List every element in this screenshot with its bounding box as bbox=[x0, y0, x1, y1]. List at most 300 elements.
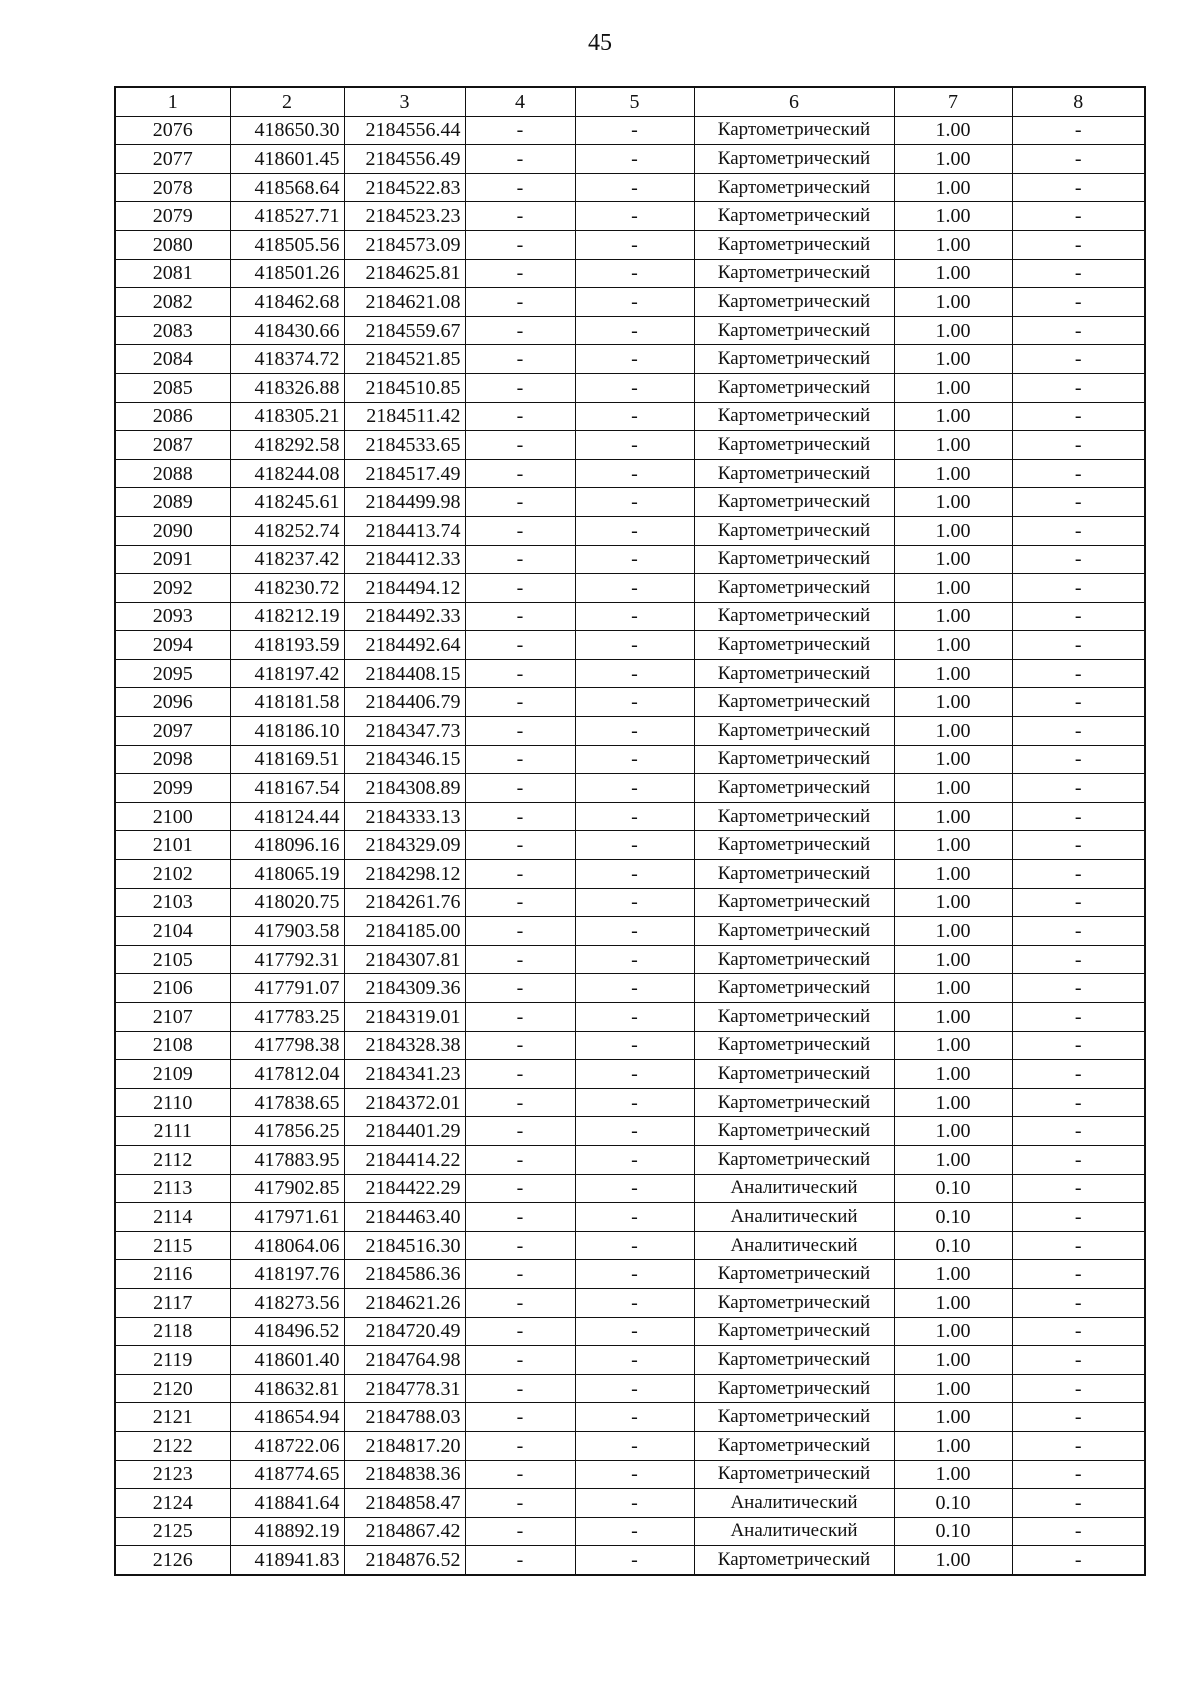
y-coordinate-cell: 2184372.01 bbox=[344, 1088, 465, 1117]
accuracy-cell: 1.00 bbox=[894, 1374, 1012, 1403]
table-row bbox=[115, 1288, 1145, 1317]
y-coordinate-cell: 2184764.98 bbox=[344, 1346, 465, 1375]
method-cell: Картометрический bbox=[694, 888, 894, 917]
column-8-cell: - bbox=[1012, 316, 1145, 345]
column-5-cell: - bbox=[575, 631, 694, 660]
column-4-cell: - bbox=[465, 1260, 575, 1289]
method-cell: Картометрический bbox=[694, 1546, 894, 1575]
method-cell: Картометрический bbox=[694, 631, 894, 660]
accuracy-cell: 0.10 bbox=[894, 1517, 1012, 1546]
point-number-cell: 2102 bbox=[115, 860, 230, 889]
column-8-cell: - bbox=[1012, 1060, 1145, 1089]
table-row bbox=[115, 1260, 1145, 1289]
column-8-cell: - bbox=[1012, 945, 1145, 974]
x-coordinate-cell: 417883.95 bbox=[230, 1145, 344, 1174]
method-cell: Картометрический bbox=[694, 774, 894, 803]
x-coordinate-cell: 418601.45 bbox=[230, 145, 344, 174]
x-coordinate-cell: 418065.19 bbox=[230, 860, 344, 889]
point-number-cell: 2094 bbox=[115, 631, 230, 660]
column-5-cell: - bbox=[575, 1088, 694, 1117]
table-row bbox=[115, 145, 1145, 174]
table-row bbox=[115, 774, 1145, 803]
accuracy-cell: 1.00 bbox=[894, 831, 1012, 860]
method-cell: Картометрический bbox=[694, 173, 894, 202]
method-cell: Картометрический bbox=[694, 373, 894, 402]
column-8-cell: - bbox=[1012, 1003, 1145, 1032]
accuracy-cell: 1.00 bbox=[894, 774, 1012, 803]
x-coordinate-cell: 418527.71 bbox=[230, 202, 344, 231]
x-coordinate-cell: 418650.30 bbox=[230, 116, 344, 145]
column-4-cell: - bbox=[465, 774, 575, 803]
column-5-cell: - bbox=[575, 774, 694, 803]
column-4-cell: - bbox=[465, 1317, 575, 1346]
method-cell: Картометрический bbox=[694, 1003, 894, 1032]
method-cell: Картометрический bbox=[694, 917, 894, 946]
column-header: 5 bbox=[575, 87, 694, 116]
accuracy-cell: 1.00 bbox=[894, 1546, 1012, 1575]
column-4-cell: - bbox=[465, 202, 575, 231]
point-number-cell: 2099 bbox=[115, 774, 230, 803]
table-row bbox=[115, 173, 1145, 202]
table-row bbox=[115, 831, 1145, 860]
column-8-cell: - bbox=[1012, 1460, 1145, 1489]
method-cell: Аналитический bbox=[694, 1231, 894, 1260]
column-8-cell: - bbox=[1012, 1288, 1145, 1317]
column-5-cell: - bbox=[575, 173, 694, 202]
accuracy-cell: 1.00 bbox=[894, 373, 1012, 402]
accuracy-cell: 1.00 bbox=[894, 888, 1012, 917]
point-number-cell: 2108 bbox=[115, 1031, 230, 1060]
column-header: 7 bbox=[894, 87, 1012, 116]
column-4-cell: - bbox=[465, 230, 575, 259]
column-4-cell: - bbox=[465, 1003, 575, 1032]
accuracy-cell: 1.00 bbox=[894, 1288, 1012, 1317]
table-row bbox=[115, 459, 1145, 488]
method-cell: Картометрический bbox=[694, 459, 894, 488]
accuracy-cell: 1.00 bbox=[894, 717, 1012, 746]
column-4-cell: - bbox=[465, 974, 575, 1003]
point-number-cell: 2109 bbox=[115, 1060, 230, 1089]
point-number-cell: 2117 bbox=[115, 1288, 230, 1317]
column-8-cell: - bbox=[1012, 574, 1145, 603]
column-4-cell: - bbox=[465, 1117, 575, 1146]
point-number-cell: 2116 bbox=[115, 1260, 230, 1289]
accuracy-cell: 1.00 bbox=[894, 1060, 1012, 1089]
column-4-cell: - bbox=[465, 1431, 575, 1460]
method-cell: Картометрический bbox=[694, 488, 894, 517]
accuracy-cell: 1.00 bbox=[894, 288, 1012, 317]
accuracy-cell: 1.00 bbox=[894, 1460, 1012, 1489]
accuracy-cell: 1.00 bbox=[894, 202, 1012, 231]
column-4-cell: - bbox=[465, 917, 575, 946]
x-coordinate-cell: 418326.88 bbox=[230, 373, 344, 402]
table-row bbox=[115, 802, 1145, 831]
point-number-cell: 2118 bbox=[115, 1317, 230, 1346]
table-row bbox=[115, 1374, 1145, 1403]
point-number-cell: 2089 bbox=[115, 488, 230, 517]
column-4-cell: - bbox=[465, 745, 575, 774]
x-coordinate-cell: 418237.42 bbox=[230, 545, 344, 574]
y-coordinate-cell: 2184463.40 bbox=[344, 1203, 465, 1232]
column-8-cell: - bbox=[1012, 917, 1145, 946]
method-cell: Картометрический bbox=[694, 431, 894, 460]
table-body bbox=[115, 116, 1145, 1575]
accuracy-cell: 1.00 bbox=[894, 1317, 1012, 1346]
column-5-cell: - bbox=[575, 402, 694, 431]
column-4-cell: - bbox=[465, 1145, 575, 1174]
y-coordinate-cell: 2184333.13 bbox=[344, 802, 465, 831]
column-8-cell: - bbox=[1012, 1203, 1145, 1232]
table-row bbox=[115, 345, 1145, 374]
point-number-cell: 2098 bbox=[115, 745, 230, 774]
point-number-cell: 2111 bbox=[115, 1117, 230, 1146]
column-4-cell: - bbox=[465, 1088, 575, 1117]
y-coordinate-cell: 2184778.31 bbox=[344, 1374, 465, 1403]
column-8-cell: - bbox=[1012, 1145, 1145, 1174]
table-row bbox=[115, 1431, 1145, 1460]
table-row bbox=[115, 631, 1145, 660]
x-coordinate-cell: 418245.61 bbox=[230, 488, 344, 517]
column-8-cell: - bbox=[1012, 860, 1145, 889]
column-8-cell: - bbox=[1012, 488, 1145, 517]
column-5-cell: - bbox=[575, 831, 694, 860]
point-number-cell: 2078 bbox=[115, 173, 230, 202]
column-8-cell: - bbox=[1012, 745, 1145, 774]
table-row bbox=[115, 1117, 1145, 1146]
point-number-cell: 2103 bbox=[115, 888, 230, 917]
accuracy-cell: 1.00 bbox=[894, 1031, 1012, 1060]
method-cell: Картометрический bbox=[694, 1374, 894, 1403]
table-row bbox=[115, 116, 1145, 145]
column-5-cell: - bbox=[575, 1489, 694, 1518]
column-5-cell: - bbox=[575, 1517, 694, 1546]
y-coordinate-cell: 2184346.15 bbox=[344, 745, 465, 774]
accuracy-cell: 1.00 bbox=[894, 345, 1012, 374]
column-8-cell: - bbox=[1012, 173, 1145, 202]
column-4-cell: - bbox=[465, 1060, 575, 1089]
column-header: 2 bbox=[230, 87, 344, 116]
method-cell: Картометрический bbox=[694, 545, 894, 574]
column-8-cell: - bbox=[1012, 1174, 1145, 1203]
column-5-cell: - bbox=[575, 1431, 694, 1460]
method-cell: Картометрический bbox=[694, 974, 894, 1003]
method-cell: Картометрический bbox=[694, 1460, 894, 1489]
column-8-cell: - bbox=[1012, 116, 1145, 145]
column-8-cell: - bbox=[1012, 545, 1145, 574]
accuracy-cell: 1.00 bbox=[894, 1003, 1012, 1032]
method-cell: Картометрический bbox=[694, 945, 894, 974]
table-row bbox=[115, 1203, 1145, 1232]
table-row bbox=[115, 1088, 1145, 1117]
column-5-cell: - bbox=[575, 516, 694, 545]
point-number-cell: 2123 bbox=[115, 1460, 230, 1489]
column-4-cell: - bbox=[465, 116, 575, 145]
accuracy-cell: 1.00 bbox=[894, 1117, 1012, 1146]
column-5-cell: - bbox=[575, 145, 694, 174]
column-5-cell: - bbox=[575, 1317, 694, 1346]
column-8-cell: - bbox=[1012, 1317, 1145, 1346]
table-row bbox=[115, 259, 1145, 288]
accuracy-cell: 1.00 bbox=[894, 516, 1012, 545]
y-coordinate-cell: 2184559.67 bbox=[344, 316, 465, 345]
accuracy-cell: 1.00 bbox=[894, 1346, 1012, 1375]
x-coordinate-cell: 417791.07 bbox=[230, 974, 344, 1003]
y-coordinate-cell: 2184533.65 bbox=[344, 431, 465, 460]
column-header: 8 bbox=[1012, 87, 1145, 116]
table-row bbox=[115, 1060, 1145, 1089]
column-4-cell: - bbox=[465, 1489, 575, 1518]
accuracy-cell: 1.00 bbox=[894, 945, 1012, 974]
column-8-cell: - bbox=[1012, 888, 1145, 917]
y-coordinate-cell: 2184307.81 bbox=[344, 945, 465, 974]
column-5-cell: - bbox=[575, 1546, 694, 1575]
point-number-cell: 2097 bbox=[115, 717, 230, 746]
table-row bbox=[115, 230, 1145, 259]
method-cell: Картометрический bbox=[694, 745, 894, 774]
column-8-cell: - bbox=[1012, 602, 1145, 631]
table-row bbox=[115, 431, 1145, 460]
column-header: 1 bbox=[115, 87, 230, 116]
point-number-cell: 2081 bbox=[115, 259, 230, 288]
column-5-cell: - bbox=[575, 1403, 694, 1432]
column-8-cell: - bbox=[1012, 459, 1145, 488]
accuracy-cell: 1.00 bbox=[894, 1145, 1012, 1174]
point-number-cell: 2119 bbox=[115, 1346, 230, 1375]
column-4-cell: - bbox=[465, 888, 575, 917]
column-8-cell: - bbox=[1012, 1117, 1145, 1146]
table-row bbox=[115, 717, 1145, 746]
accuracy-cell: 1.00 bbox=[894, 917, 1012, 946]
column-4-cell: - bbox=[465, 173, 575, 202]
point-number-cell: 2082 bbox=[115, 288, 230, 317]
x-coordinate-cell: 418892.19 bbox=[230, 1517, 344, 1546]
x-coordinate-cell: 418186.10 bbox=[230, 717, 344, 746]
column-4-cell: - bbox=[465, 288, 575, 317]
method-cell: Картометрический bbox=[694, 1060, 894, 1089]
table-row bbox=[115, 917, 1145, 946]
y-coordinate-cell: 2184511.42 bbox=[344, 402, 465, 431]
y-coordinate-cell: 2184499.98 bbox=[344, 488, 465, 517]
method-cell: Картометрический bbox=[694, 659, 894, 688]
method-cell: Аналитический bbox=[694, 1489, 894, 1518]
accuracy-cell: 1.00 bbox=[894, 602, 1012, 631]
column-5-cell: - bbox=[575, 802, 694, 831]
point-number-cell: 2101 bbox=[115, 831, 230, 860]
x-coordinate-cell: 417792.31 bbox=[230, 945, 344, 974]
x-coordinate-cell: 418193.59 bbox=[230, 631, 344, 660]
method-cell: Картометрический bbox=[694, 345, 894, 374]
column-4-cell: - bbox=[465, 431, 575, 460]
point-number-cell: 2090 bbox=[115, 516, 230, 545]
table-row bbox=[115, 516, 1145, 545]
column-4-cell: - bbox=[465, 345, 575, 374]
x-coordinate-cell: 418096.16 bbox=[230, 831, 344, 860]
x-coordinate-cell: 417903.58 bbox=[230, 917, 344, 946]
method-cell: Картометрический bbox=[694, 602, 894, 631]
method-cell: Картометрический bbox=[694, 1260, 894, 1289]
x-coordinate-cell: 418632.81 bbox=[230, 1374, 344, 1403]
column-4-cell: - bbox=[465, 831, 575, 860]
column-4-cell: - bbox=[465, 145, 575, 174]
y-coordinate-cell: 2184298.12 bbox=[344, 860, 465, 889]
column-8-cell: - bbox=[1012, 831, 1145, 860]
y-coordinate-cell: 2184261.76 bbox=[344, 888, 465, 917]
table-row bbox=[115, 659, 1145, 688]
y-coordinate-cell: 2184413.74 bbox=[344, 516, 465, 545]
column-5-cell: - bbox=[575, 1374, 694, 1403]
column-5-cell: - bbox=[575, 202, 694, 231]
y-coordinate-cell: 2184867.42 bbox=[344, 1517, 465, 1546]
column-header: 4 bbox=[465, 87, 575, 116]
method-cell: Картометрический bbox=[694, 688, 894, 717]
method-cell: Картометрический bbox=[694, 1088, 894, 1117]
method-cell: Картометрический bbox=[694, 831, 894, 860]
point-number-cell: 2112 bbox=[115, 1145, 230, 1174]
method-cell: Картометрический bbox=[694, 145, 894, 174]
column-5-cell: - bbox=[575, 1060, 694, 1089]
point-number-cell: 2107 bbox=[115, 1003, 230, 1032]
x-coordinate-cell: 418568.64 bbox=[230, 173, 344, 202]
column-8-cell: - bbox=[1012, 145, 1145, 174]
x-coordinate-cell: 418654.94 bbox=[230, 1403, 344, 1432]
column-4-cell: - bbox=[465, 659, 575, 688]
column-4-cell: - bbox=[465, 1203, 575, 1232]
table-row bbox=[115, 1489, 1145, 1518]
column-4-cell: - bbox=[465, 1517, 575, 1546]
method-cell: Аналитический bbox=[694, 1517, 894, 1546]
table-row bbox=[115, 688, 1145, 717]
x-coordinate-cell: 418064.06 bbox=[230, 1231, 344, 1260]
y-coordinate-cell: 2184556.49 bbox=[344, 145, 465, 174]
y-coordinate-cell: 2184308.89 bbox=[344, 774, 465, 803]
column-5-cell: - bbox=[575, 717, 694, 746]
point-number-cell: 2077 bbox=[115, 145, 230, 174]
point-number-cell: 2114 bbox=[115, 1203, 230, 1232]
point-number-cell: 2105 bbox=[115, 945, 230, 974]
x-coordinate-cell: 417838.65 bbox=[230, 1088, 344, 1117]
column-8-cell: - bbox=[1012, 230, 1145, 259]
point-number-cell: 2120 bbox=[115, 1374, 230, 1403]
column-5-cell: - bbox=[575, 316, 694, 345]
accuracy-cell: 1.00 bbox=[894, 802, 1012, 831]
point-number-cell: 2122 bbox=[115, 1431, 230, 1460]
column-5-cell: - bbox=[575, 574, 694, 603]
accuracy-cell: 1.00 bbox=[894, 173, 1012, 202]
point-number-cell: 2080 bbox=[115, 230, 230, 259]
column-8-cell: - bbox=[1012, 631, 1145, 660]
point-number-cell: 2093 bbox=[115, 602, 230, 631]
column-4-cell: - bbox=[465, 602, 575, 631]
table-row bbox=[115, 1174, 1145, 1203]
table-row bbox=[115, 1003, 1145, 1032]
column-5-cell: - bbox=[575, 1117, 694, 1146]
column-5-cell: - bbox=[575, 1288, 694, 1317]
point-number-cell: 2100 bbox=[115, 802, 230, 831]
table-row bbox=[115, 1031, 1145, 1060]
y-coordinate-cell: 2184422.29 bbox=[344, 1174, 465, 1203]
point-number-cell: 2079 bbox=[115, 202, 230, 231]
accuracy-cell: 1.00 bbox=[894, 230, 1012, 259]
x-coordinate-cell: 418197.42 bbox=[230, 659, 344, 688]
y-coordinate-cell: 2184492.33 bbox=[344, 602, 465, 631]
y-coordinate-cell: 2184876.52 bbox=[344, 1546, 465, 1575]
point-number-cell: 2087 bbox=[115, 431, 230, 460]
y-coordinate-cell: 2184185.00 bbox=[344, 917, 465, 946]
accuracy-cell: 0.10 bbox=[894, 1231, 1012, 1260]
accuracy-cell: 1.00 bbox=[894, 402, 1012, 431]
accuracy-cell: 0.10 bbox=[894, 1203, 1012, 1232]
point-number-cell: 2126 bbox=[115, 1546, 230, 1575]
column-4-cell: - bbox=[465, 802, 575, 831]
column-5-cell: - bbox=[575, 1031, 694, 1060]
accuracy-cell: 1.00 bbox=[894, 1403, 1012, 1432]
coordinates-table bbox=[114, 86, 1146, 1576]
column-5-cell: - bbox=[575, 230, 694, 259]
column-5-cell: - bbox=[575, 745, 694, 774]
table-row bbox=[115, 888, 1145, 917]
accuracy-cell: 1.00 bbox=[894, 688, 1012, 717]
accuracy-cell: 1.00 bbox=[894, 860, 1012, 889]
point-number-cell: 2088 bbox=[115, 459, 230, 488]
column-8-cell: - bbox=[1012, 1231, 1145, 1260]
x-coordinate-cell: 418181.58 bbox=[230, 688, 344, 717]
column-5-cell: - bbox=[575, 259, 694, 288]
accuracy-cell: 1.00 bbox=[894, 745, 1012, 774]
column-5-cell: - bbox=[575, 602, 694, 631]
point-number-cell: 2106 bbox=[115, 974, 230, 1003]
y-coordinate-cell: 2184858.47 bbox=[344, 1489, 465, 1518]
column-header: 6 bbox=[694, 87, 894, 116]
accuracy-cell: 1.00 bbox=[894, 488, 1012, 517]
table-row bbox=[115, 1346, 1145, 1375]
column-4-cell: - bbox=[465, 631, 575, 660]
table-row bbox=[115, 402, 1145, 431]
y-coordinate-cell: 2184625.81 bbox=[344, 259, 465, 288]
y-coordinate-cell: 2184510.85 bbox=[344, 373, 465, 402]
y-coordinate-cell: 2184412.33 bbox=[344, 545, 465, 574]
table-row bbox=[115, 316, 1145, 345]
accuracy-cell: 1.00 bbox=[894, 659, 1012, 688]
table-row bbox=[115, 745, 1145, 774]
accuracy-cell: 1.00 bbox=[894, 459, 1012, 488]
x-coordinate-cell: 418430.66 bbox=[230, 316, 344, 345]
column-8-cell: - bbox=[1012, 1374, 1145, 1403]
x-coordinate-cell: 418722.06 bbox=[230, 1431, 344, 1460]
column-4-cell: - bbox=[465, 545, 575, 574]
table-row bbox=[115, 945, 1145, 974]
column-4-cell: - bbox=[465, 1231, 575, 1260]
column-5-cell: - bbox=[575, 1003, 694, 1032]
point-number-cell: 2086 bbox=[115, 402, 230, 431]
x-coordinate-cell: 417902.85 bbox=[230, 1174, 344, 1203]
y-coordinate-cell: 2184408.15 bbox=[344, 659, 465, 688]
x-coordinate-cell: 418197.76 bbox=[230, 1260, 344, 1289]
column-4-cell: - bbox=[465, 1546, 575, 1575]
column-8-cell: - bbox=[1012, 1346, 1145, 1375]
column-8-cell: - bbox=[1012, 688, 1145, 717]
column-8-cell: - bbox=[1012, 802, 1145, 831]
method-cell: Картометрический bbox=[694, 1031, 894, 1060]
point-number-cell: 2124 bbox=[115, 1489, 230, 1518]
column-4-cell: - bbox=[465, 1374, 575, 1403]
method-cell: Аналитический bbox=[694, 1174, 894, 1203]
column-4-cell: - bbox=[465, 1031, 575, 1060]
column-4-cell: - bbox=[465, 488, 575, 517]
table-row bbox=[115, 1145, 1145, 1174]
table-row bbox=[115, 1546, 1145, 1575]
accuracy-cell: 1.00 bbox=[894, 1431, 1012, 1460]
column-4-cell: - bbox=[465, 402, 575, 431]
